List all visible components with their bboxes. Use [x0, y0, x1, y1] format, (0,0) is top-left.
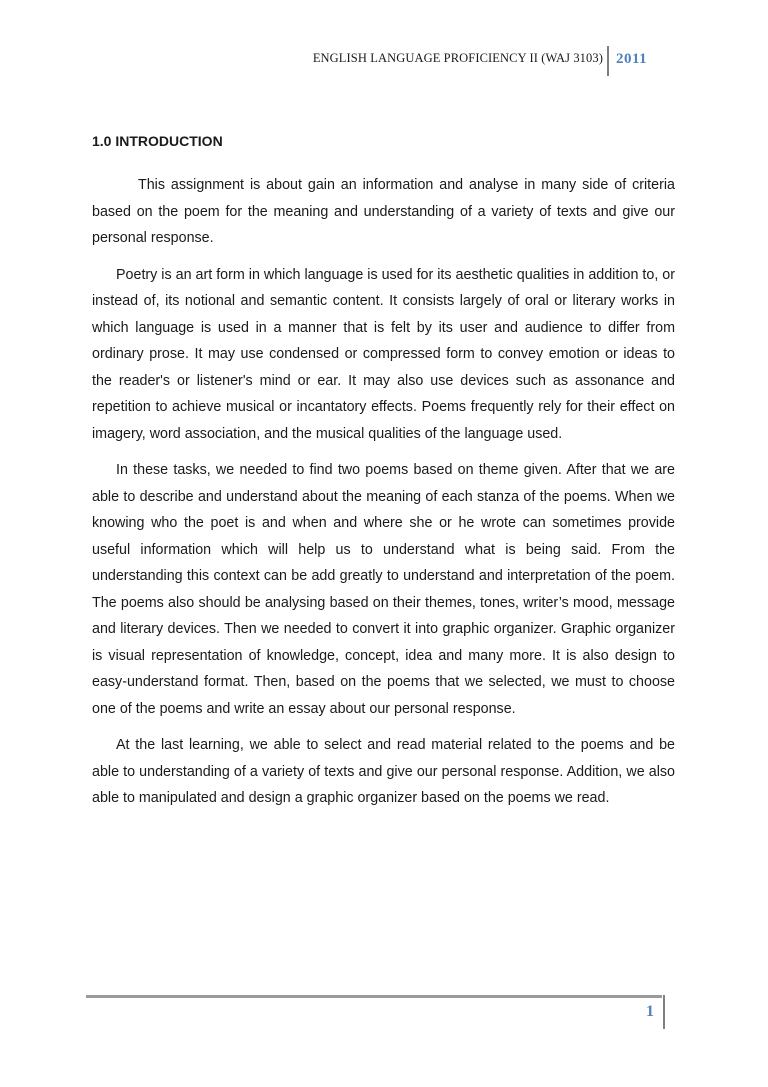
- header-course-title: ENGLISH LANGUAGE PROFICIENCY II (WAJ 3103): [312, 51, 603, 65]
- document-body: [92, 128, 675, 822]
- header-divider: [607, 46, 609, 76]
- page-header: [0, 46, 768, 76]
- footer-rule: [86, 995, 662, 998]
- footer-divider: [663, 995, 665, 1029]
- paragraph-1: This assignment is about gain an information and analyse in many side of criteria based on the poem for the meaning and understanding of a variety of texts and give our personal response.: [92, 177, 675, 246]
- header-year: 2011: [616, 51, 648, 67]
- section-heading: 1.0 INTRODUCTION: [92, 133, 223, 149]
- paragraph-4: At the last learning, we able to select and read material related to the poems and be able to understanding of a variety of texts and give our personal response. Addition, we also able to manipulated and design a graphic organizer based on the poems we read.: [92, 737, 675, 806]
- paragraph-3: In these tasks, we needed to find two poems based on theme given. After that we are able to describe and understand about the meaning of each stanza of the poems. When we knowing who the poet is and when and where she or he wrote can sometimes provide useful information which will help us to understand what is being said. From the understanding this context can be add greatly to understand and interpretation of the poem. The poems also should be analysing based on their themes, tones, writer’s mood, message and literary devices. Then we needed to convert it into graphic organizer. Graphic organizer is visual representation of knowledge, concept, idea and many more. It is also design to easy-understand format. Then, based on the poems that we selected, we must to choose one of the poems and write an essay about our personal response.: [92, 462, 675, 717]
- page-number: 1: [646, 1003, 654, 1020]
- paragraph-2: Poetry is an art form in which language is used for its aesthetic qualities in addition to, or instead of, its notional and semantic content. It consists largely of oral or literary works in which language is used in a manner that is felt by its user and audience to differ from ordinary prose. It may use condensed or compressed form to convey emotion or ideas to the reader's or listener's mind or ear. It may also use devices such as assonance and repetition to achieve musical or incantatory effects. Poems frequently rely for their effect on imagery, word association, and the musical qualities of the language used.: [92, 266, 675, 442]
